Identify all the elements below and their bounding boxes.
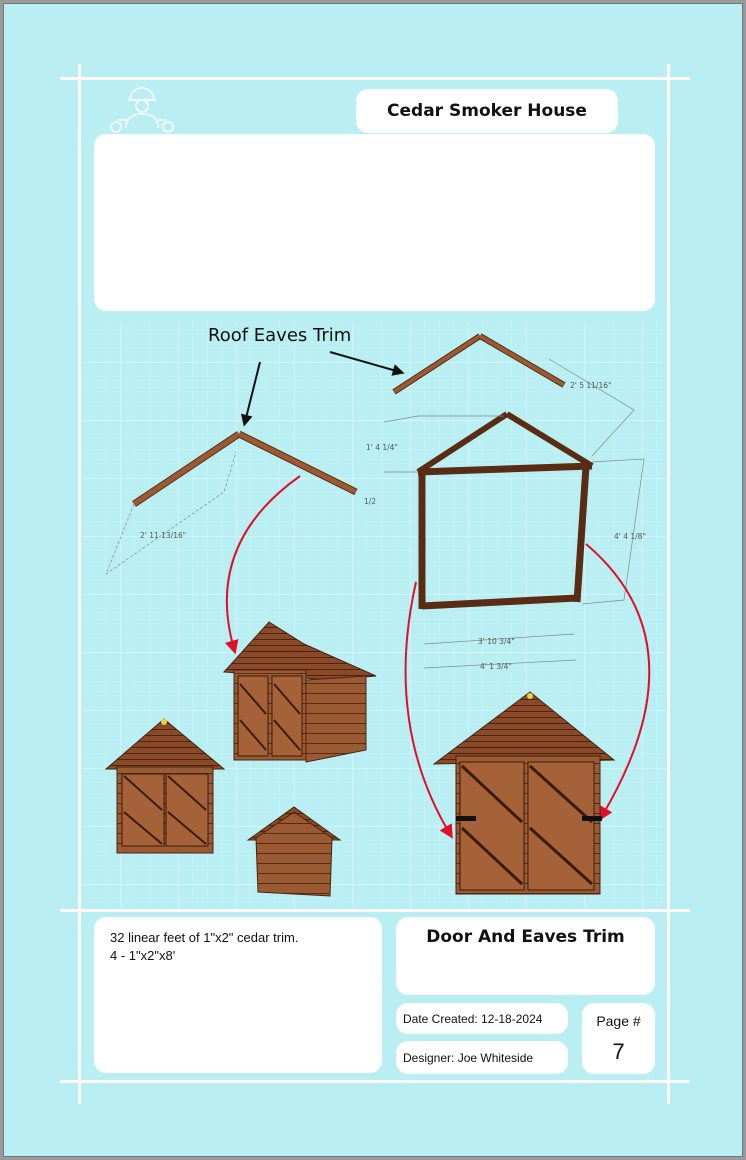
- frame-bottom-line: [60, 1080, 690, 1083]
- page-number: 7: [612, 1039, 625, 1064]
- date-created: Date Created: 12-18-2024: [396, 1003, 568, 1034]
- section-title: Door And Eaves Trim: [396, 917, 655, 995]
- frame-divider-line: [60, 909, 690, 912]
- dim-left-trim: 1/2: [364, 497, 377, 506]
- plan-page: [3, 3, 743, 1157]
- roof-eaves-trim-callout: Roof Eaves Trim: [208, 325, 352, 346]
- materials-panel: [94, 917, 382, 1073]
- page-number-box: [582, 1003, 655, 1074]
- materials-line-1: 32 linear feet of 1"x2" cedar trim.: [110, 930, 299, 945]
- dim-left-rafter: 2' 11 13/16": [140, 531, 187, 540]
- assembly-drawing: [4, 4, 742, 909]
- dim-inner-width: 3' 10 3/4": [478, 637, 515, 646]
- page-title: Cedar Smoker House: [356, 89, 618, 133]
- dim-top-rafter: 2' 5 11/16": [570, 381, 612, 390]
- dim-outer-width: 4' 1 3/4": [480, 662, 512, 671]
- designer-name: Designer: Joe Whiteside: [396, 1041, 568, 1074]
- materials-line-2: 4 - 1"x2"x8': [110, 948, 176, 963]
- dim-frame-height: 4' 4 1/8": [614, 532, 646, 541]
- page-number-label: Page #: [596, 1013, 641, 1029]
- dim-gable-height: 1' 4 1/4": [366, 443, 398, 452]
